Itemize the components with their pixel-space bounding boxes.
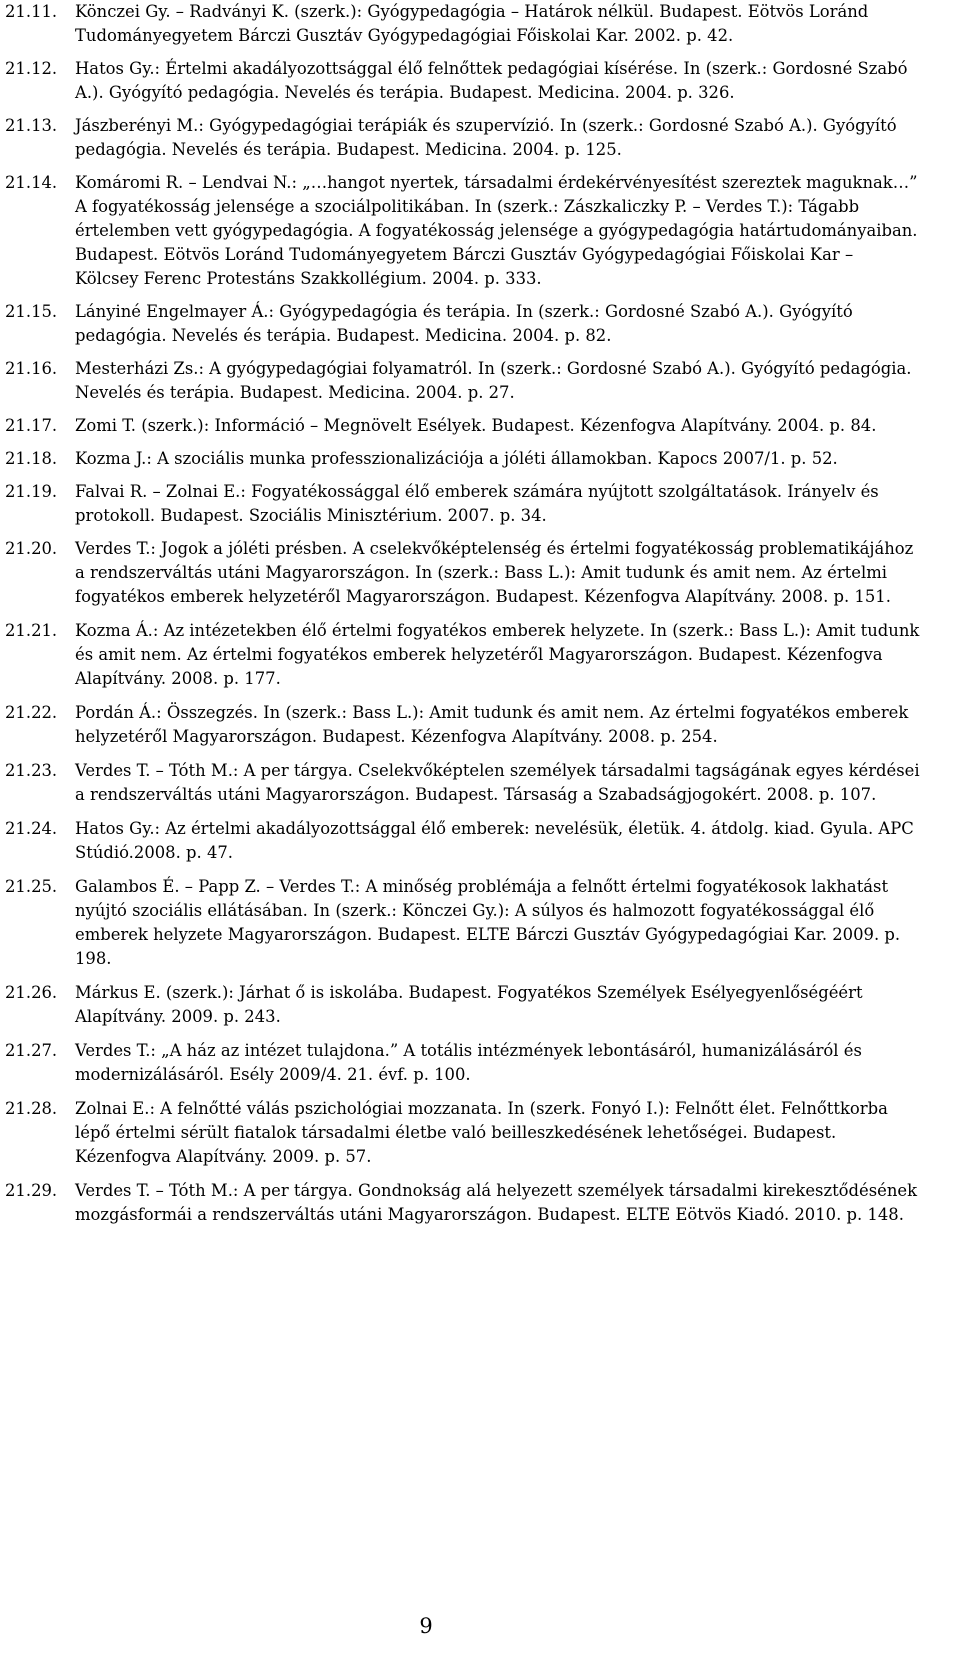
reference-number: 21.15. — [5, 302, 58, 321]
reference-text: Verdes T.: „A ház az intézet tulajdona.” A totális intézmények lebontásáról, humanizálásáról és modernizálásáról. Esély 2009/4. 21. évf. p. 100. — [75, 1041, 862, 1084]
reference-item — [0, 171, 920, 291]
reference-text: Verdes T.: Jogok a jóléti présben. A cselekvőképtelenség és értelmi fogyatékosság problematikájához a rendszerváltás utáni Magyarországon. In (szerk.: Bass L.): Amit tudunk és amit nem. Az értelmi fogyatékos emberek helyzetéről Magyarországon. Budapest. Kézenfogva Alapítvány. 2008. p. 151. — [75, 539, 914, 606]
reference-text: Hatos Gy.: Értelmi akadályozottsággal élő felnőttek pedagógiai kísérése. In (szerk.: Gordosné Szabó A.). Gyógyító pedagógia. Nevelés és terápia. Budapest. Medicina. 2004. p. 326. — [75, 59, 908, 102]
reference-number: 21.27. — [5, 1041, 58, 1060]
reference-number: 21.11. — [5, 2, 58, 21]
reference-item — [0, 447, 920, 471]
reference-item — [0, 1097, 920, 1169]
reference-number: 21.20. — [5, 539, 58, 558]
reference-text: Falvai R. – Zolnai E.: Fogyatékossággal élő emberek számára nyújtott szolgáltatások. Irányelv és protokoll. Budapest. Szociális Minisztérium. 2007. p. 34. — [75, 482, 879, 525]
reference-number: 21.25. — [5, 877, 58, 896]
reference-item — [0, 300, 920, 348]
reference-item — [0, 414, 920, 438]
reference-number: 21.28. — [5, 1099, 58, 1118]
reference-text: Galambos É. – Papp Z. – Verdes T.: A minőség problémája a felnőtt értelmi fogyatékosok lakhatást nyújtó szociális ellátásában. In (szerk.: Könczei Gy.): A súlyos és halmozott fogyatékossággal élő emberek helyzete Magyarországon. Budapest. ELTE Bárczi Gusztáv Gyógypedagógiai Kar. 2009. p. 198. — [75, 877, 901, 968]
reference-number: 21.13. — [5, 116, 58, 135]
reference-number: 21.16. — [5, 359, 58, 378]
reference-item — [0, 537, 920, 609]
reference-text: Lányiné Engelmayer Á.: Gyógypedagógia és terápia. In (szerk.: Gordosné Szabó A.). Gyógyító pedagógia. Nevelés és terápia. Budapest. Medicina. 2004. p. 82. — [75, 302, 853, 345]
reference-number: 21.21. — [5, 621, 58, 640]
reference-text: Kozma Á.: Az intézetekben élő értelmi fogyatékos emberek helyzete. In (szerk.: Bass L.): Amit tudunk és amit nem. Az értelmi fogyatékos emberek helyzetéről Magyarországon. Budapest. Kézenfogva Alapítvány. 2008. p. 177. — [75, 621, 920, 688]
page-number: 9 — [419, 1614, 433, 1638]
reference-number: 21.12. — [5, 59, 58, 78]
reference-text: Könczei Gy. – Radványi K. (szerk.): Gyógypedagógia – Határok nélkül. Budapest. Eötvös Loránd Tudományegyetem Bárczi Gusztáv Gyógypedagógiai Főiskolai Kar. 2002. p. 42. — [75, 2, 869, 45]
reference-text: Pordán Á.: Összegzés. In (szerk.: Bass L.): Amit tudunk és amit nem. Az értelmi fogyatékos emberek helyzetéről Magyarországon. Budapest. Kézenfogva Alapítvány. 2008. p. 254. — [75, 703, 909, 746]
reference-text: Komáromi R. – Lendvai N.: „…hangot nyertek, társadalmi érdekérvényesítést szereztek maguknak…” A fogyatékosság jelensége a szociálpolitikában. In (szerk.: Zászkaliczky P. – Verdes T.): Tágabb értelemben vett gyógypedagógia. A fogyatékosság jelensége a gyógypedagógia határtudományaiban. Budapest. Eötvös Loránd Tudományegyetem Bárczi Gusztáv Gyógypedagógiai Főiskolai Kar – Kölcsey Ferenc Protestáns Szakkollégium. 2004. p. 333. — [75, 173, 918, 288]
reference-item — [0, 759, 920, 807]
reference-text: Mesterházi Zs.: A gyógypedagógiai folyamatról. In (szerk.: Gordosné Szabó A.). Gyógyító pedagógia. Nevelés és terápia. Budapest. Medicina. 2004. p. 27. — [75, 359, 912, 402]
reference-number: 21.24. — [5, 819, 58, 838]
reference-text: Zomi T. (szerk.): Információ – Megnövelt Esélyek. Budapest. Kézenfogva Alapítvány. 2004. p. 84. — [75, 416, 877, 435]
reference-item — [0, 480, 920, 528]
reference-item — [0, 1179, 920, 1227]
reference-item — [0, 875, 920, 971]
reference-number: 21.17. — [5, 416, 58, 435]
reference-number: 21.23. — [5, 761, 58, 780]
reference-item — [0, 57, 920, 105]
reference-number: 21.18. — [5, 449, 58, 468]
reference-text: Jászberényi M.: Gyógypedagógiai terápiák és szupervízió. In (szerk.: Gordosné Szabó A.). Gyógyító pedagógia. Nevelés és terápia. Budapest. Medicina. 2004. p. 125. — [75, 116, 897, 159]
reference-text: Verdes T. – Tóth M.: A per tárgya. Cselekvőképtelen személyek társadalmi tagságának egyes kérdései a rendszerváltás utáni Magyarországon. Budapest. Társaság a Szabadságjogokért. 2008. p. 107. — [75, 761, 920, 804]
reference-text: Kozma J.: A szociális munka professzionalizációja a jóléti államokban. Kapocs 2007/1. p. 52. — [75, 449, 838, 468]
reference-item — [0, 1039, 920, 1087]
reference-item — [0, 701, 920, 749]
reference-number: 21.14. — [5, 173, 58, 192]
reference-item — [0, 114, 920, 162]
reference-text: Verdes T. – Tóth M.: A per tárgya. Gondnokság alá helyezett személyek társadalmi kirekesztődésének mozgásformái a rendszerváltás utáni Magyarországon. Budapest. ELTE Eötvös Kiadó. 2010. p. 148. — [75, 1181, 918, 1224]
reference-number: 21.29. — [5, 1181, 58, 1200]
reference-number: 21.19. — [5, 482, 58, 501]
reference-item — [0, 619, 920, 691]
reference-number: 21.26. — [5, 983, 58, 1002]
reference-text: Márkus E. (szerk.): Járhat ő is iskolába. Budapest. Fogyatékos Személyek Esélyegyenlőségéért Alapítvány. 2009. p. 243. — [75, 983, 863, 1026]
reference-item — [0, 0, 920, 48]
reference-text: Zolnai E.: A felnőtté válás pszichológiai mozzanata. In (szerk. Fonyó I.): Felnőtt élet. Felnőttkorba lépő értelmi sérült fiatalok társadalmi életbe való beilleszkedésének lehetőségei. Budapest. Kézenfogva Alapítvány. 2009. p. 57. — [75, 1099, 888, 1166]
reference-text: Hatos Gy.: Az értelmi akadályozottsággal élő emberek: nevelésük, életük. 4. átdolg. kiad. Gyula. APC Stúdió.2008. p. 47. — [75, 819, 914, 862]
reference-item — [0, 357, 920, 405]
reference-number: 21.22. — [5, 703, 58, 722]
reference-item — [0, 981, 920, 1029]
reference-item — [0, 817, 920, 865]
